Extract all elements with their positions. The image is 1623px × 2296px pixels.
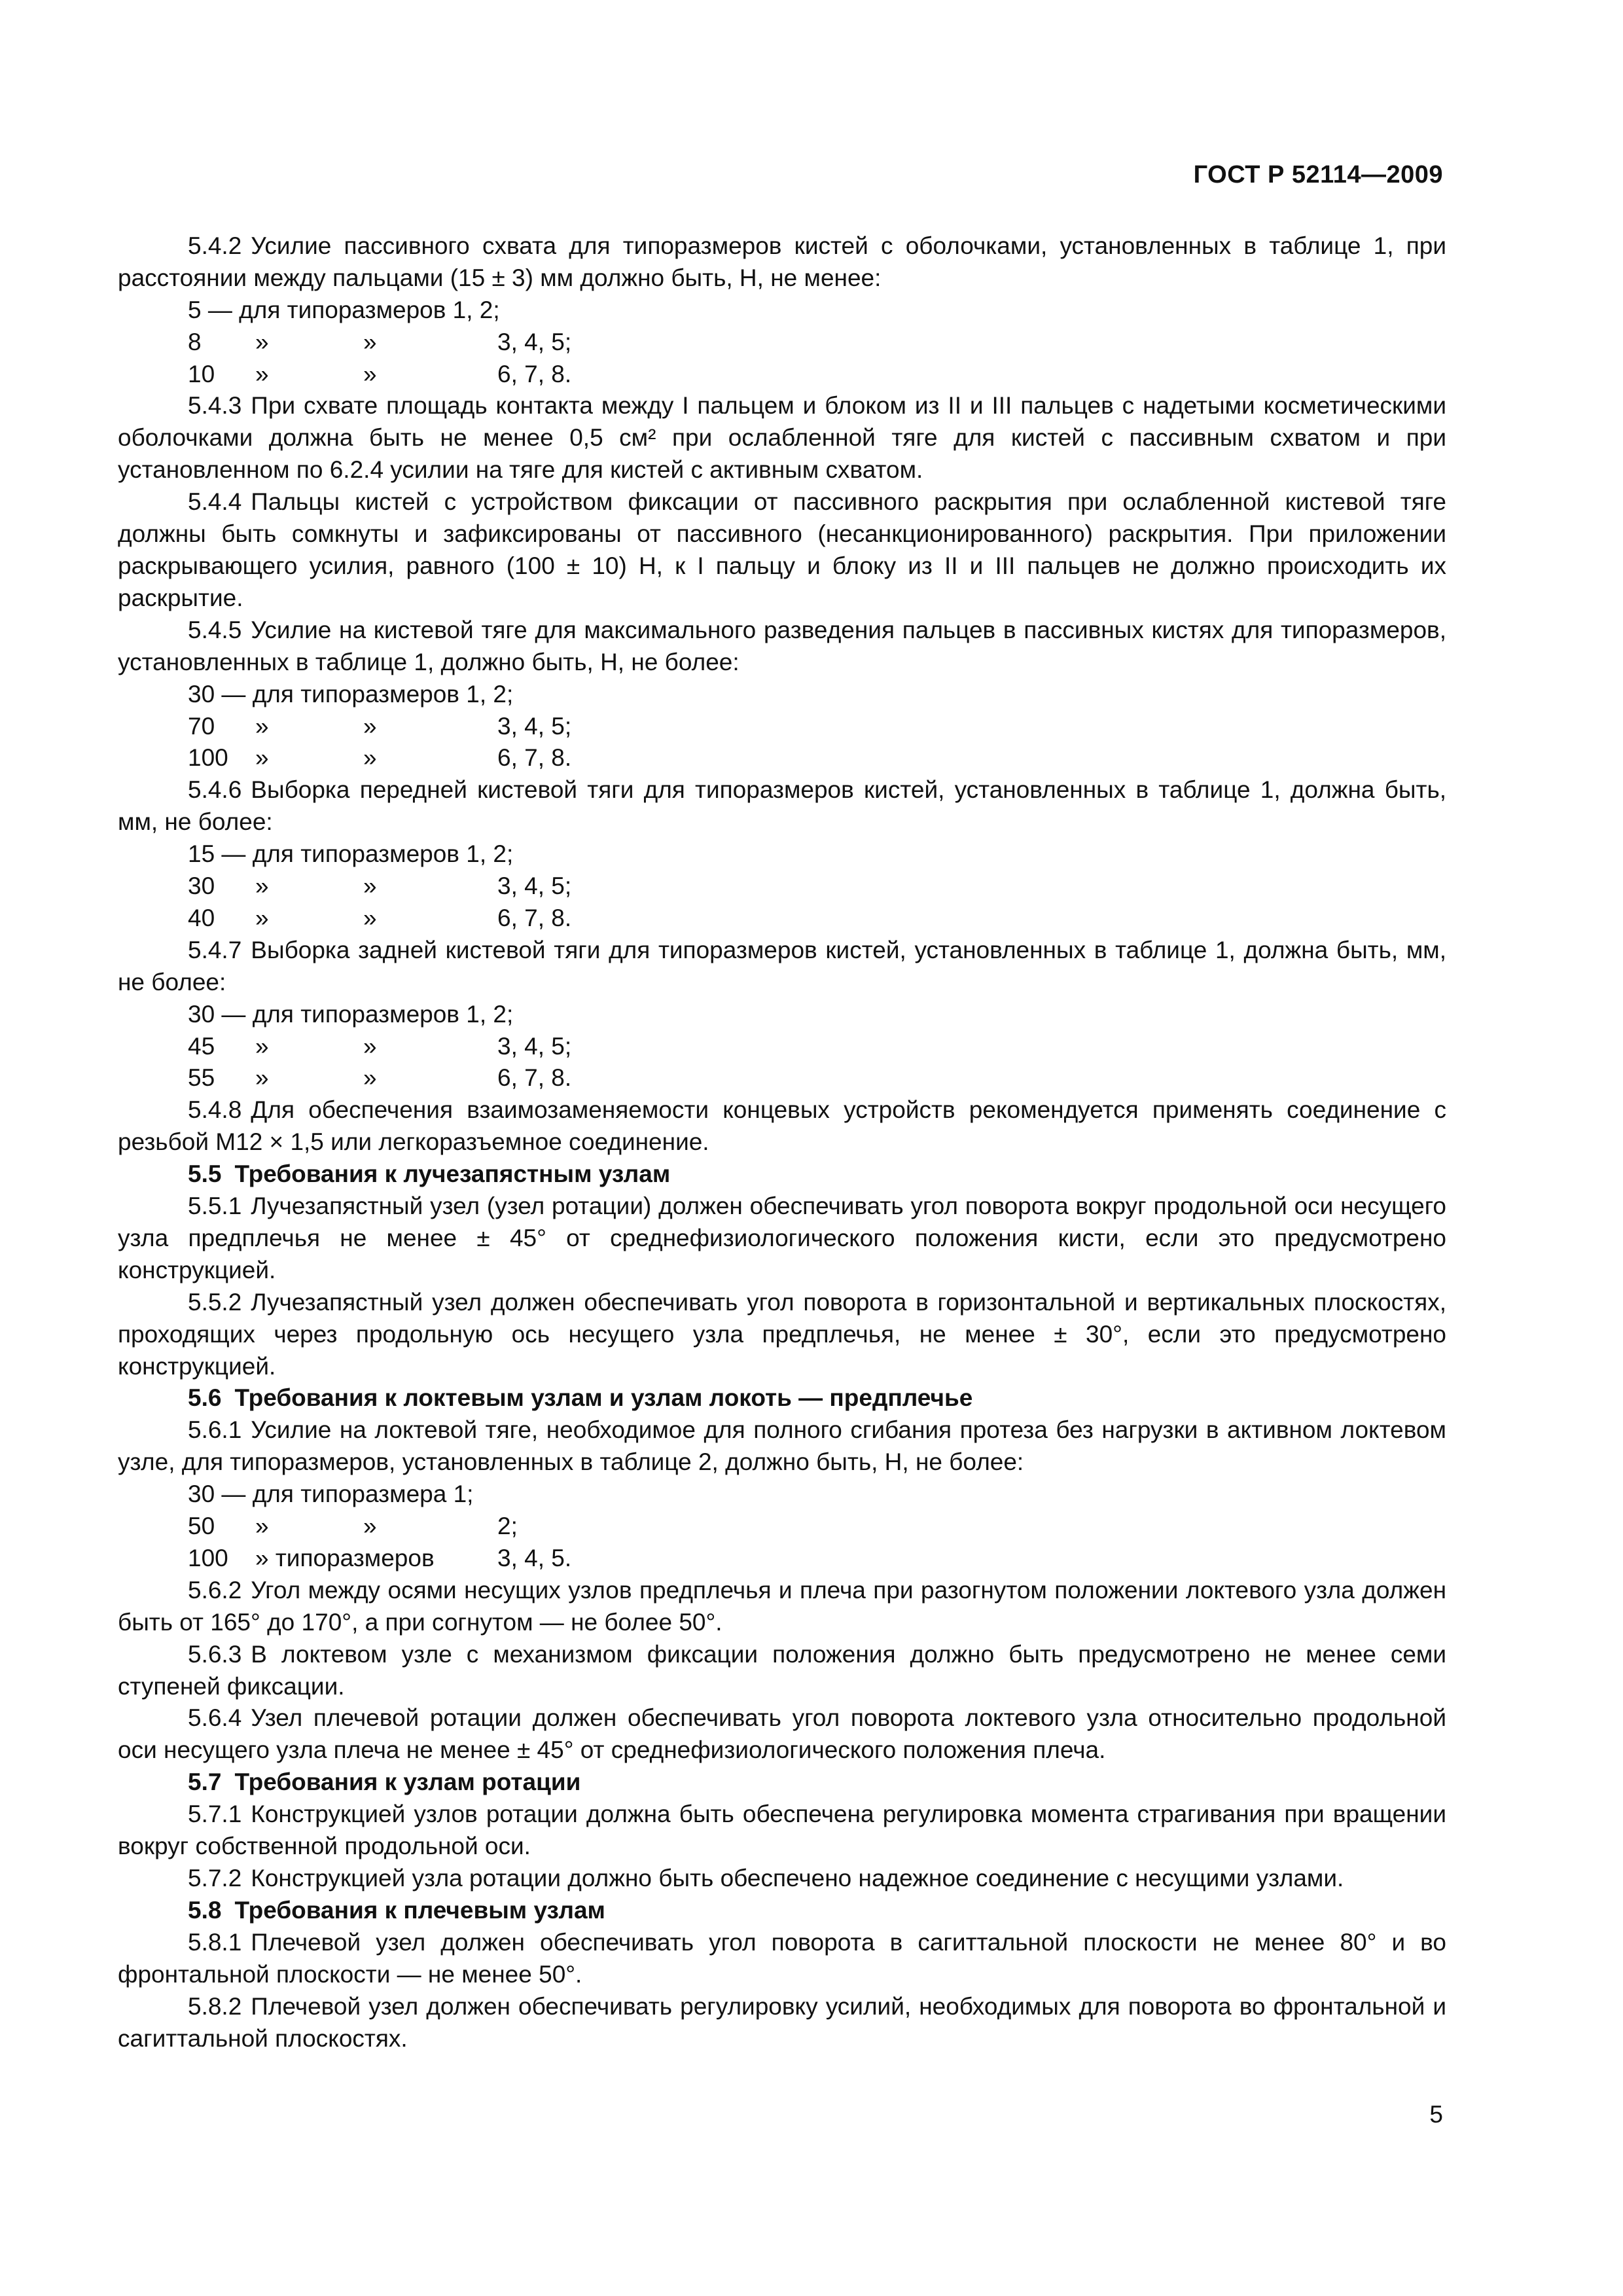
clause-number: 5.6.1 — [188, 1416, 242, 1444]
list-sizes: 6, 7, 8. — [497, 360, 572, 387]
value-list-row — [118, 1543, 1446, 1575]
ditto-mark: » — [255, 904, 269, 931]
paragraph-5-4-8 — [118, 1094, 1446, 1158]
paragraph-5-6-4 — [118, 1702, 1446, 1767]
clause-number: 5.7.1 — [188, 1801, 242, 1828]
clause-text: Выборка передней кистевой тяги для типоразмеров кистей, установленных в таблице 1, должна быть, мм, не более: — [118, 776, 1446, 836]
paragraph-5-5-2 — [118, 1287, 1446, 1383]
paragraph-5-4-3 — [118, 390, 1446, 486]
clause-text: Узел плечевой ротации должен обеспечивать угол поворота локтевого узла относительно продольной оси несущего узла плеча не менее ± 45° от среднефизиологического положения плеча. — [118, 1704, 1446, 1764]
paragraph-5-4-6 — [118, 774, 1446, 838]
list-value: 100 — [188, 744, 228, 772]
clause-text: При схвате площадь контакта между I пальцем и блоком из II и III пальцев с надетыми косметическими оболочками должна быть не менее 0,5 см² при ослабленной тяге для кистей с пассивным схватом и при установленном по 6.2.4 усилии на тяге для кистей с активным схватом. — [118, 392, 1446, 484]
value-list-row — [118, 711, 1446, 743]
value-list-row — [118, 999, 1446, 1031]
section-heading-5-6 — [118, 1382, 1446, 1414]
list-value: 30 — [188, 872, 215, 900]
clause-number: 5.8.1 — [188, 1928, 242, 1956]
ditto-mark: » — [363, 1513, 377, 1540]
clause-text: Усилие на кистевой тяге для максимального разведения пальцев в пассивных кистях для типоразмеров, установленных в таблице 1, должно быть, Н, не более: — [118, 616, 1446, 675]
document-body — [118, 230, 1446, 2054]
value-list-row — [118, 1031, 1446, 1063]
clause-number: 5.4.3 — [188, 392, 242, 420]
clause-text: Конструкцией узла ротации должно быть обеспечено надежное соединение с несущими узлами. — [251, 1864, 1344, 1892]
ditto-mark: » — [363, 744, 377, 772]
list-row-text: 30 — для типоразмера 1; — [188, 1480, 474, 1508]
paragraph-5-6-3 — [118, 1639, 1446, 1703]
section-number: 5.6 — [188, 1384, 222, 1412]
clause-text: Угол между осями несущих узлов предплечья и плеча при разогнутом положении локтевого узла должен быть от 165° до 170°, а при согнутом — не более 50°. — [118, 1576, 1446, 1636]
list-sizes: 6, 7, 8. — [497, 904, 572, 931]
section-heading-5-8 — [118, 1895, 1446, 1927]
clause-number: 5.8.2 — [188, 1992, 242, 2020]
ditto-mark: » — [255, 872, 269, 900]
value-list-row — [118, 1511, 1446, 1543]
value-list-row — [118, 742, 1446, 774]
clause-text: Пальцы кистей с устройством фиксации от пассивного раскрытия при ослабленной кистевой тяге должны быть сомкнуты и зафиксированы от пассивного (несанкционированного) раскрытия. При приложении раскрывающего усилия, равного (100 ± 10) Н, к I пальцу и блоку из II и III пальцев не должно происходить их раскрытие. — [118, 488, 1446, 611]
clause-number: 5.6.2 — [188, 1576, 242, 1604]
ditto-mark: » — [363, 360, 377, 387]
paragraph-5-7-2 — [118, 1863, 1446, 1895]
page-number: 5 — [1429, 2101, 1443, 2128]
clause-text: Усилие пассивного схвата для типоразмеров кистей с оболочками, установленных в таблице 1, при расстоянии между пальцами (15 ± 3) мм должно быть, Н, не менее: — [118, 232, 1446, 291]
clause-text: Плечевой узел должен обеспечивать угол поворота в сагиттальной плоскости не менее 80° и во фронтальной плоскости — не менее 50°. — [118, 1928, 1446, 1988]
value-list-row — [118, 1479, 1446, 1511]
paragraph-5-8-2 — [118, 1991, 1446, 2055]
ditto-mark: » — [255, 744, 269, 772]
paragraph-5-6-2 — [118, 1575, 1446, 1639]
clause-number: 5.6.4 — [188, 1704, 242, 1732]
value-list-row — [118, 359, 1446, 391]
clause-number: 5.4.4 — [188, 488, 242, 516]
value-list-row — [118, 679, 1446, 711]
value-list-row — [118, 1062, 1446, 1094]
ditto-mark: » — [363, 712, 377, 740]
paragraph-5-4-5 — [118, 615, 1446, 679]
value-list-row — [118, 838, 1446, 870]
list-value: 70 — [188, 712, 215, 740]
clause-text: Лучезапястный узел (узел ротации) должен обеспечивать угол поворота вокруг продольной оси несущего узла предплечья не менее ± 45° от среднефизиологического положения кисти, если это предусмотрено конструкцией. — [118, 1193, 1446, 1283]
list-sizes: 3, 4, 5; — [497, 328, 572, 355]
document-code: ГОСТ Р 52114—2009 — [1193, 161, 1443, 188]
section-number: 5.5 — [188, 1160, 222, 1188]
list-sizes: 3, 4, 5; — [497, 872, 572, 900]
ditto-mark: » — [255, 360, 269, 387]
ditto-mark: » — [363, 904, 377, 931]
paragraph-5-4-4 — [118, 486, 1446, 615]
paragraph-5-8-1 — [118, 1927, 1446, 1991]
ditto-mark: » — [363, 1032, 377, 1060]
value-list-row — [118, 903, 1446, 935]
value-list-row — [118, 295, 1446, 327]
list-value: 10 — [188, 360, 215, 387]
clause-number: 5.4.6 — [188, 776, 242, 804]
list-value: 8 — [188, 328, 202, 355]
clause-text: Лучезапястный узел должен обеспечивать угол поворота в горизонтальной и вертикальных плоскостях, проходящих через продольную ось несущего узла предплечья, не менее ± 30°, если это предусмотрено конструкцией. — [118, 1288, 1446, 1380]
list-value: 40 — [188, 904, 215, 931]
section-number: 5.8 — [188, 1896, 222, 1924]
list-value: 55 — [188, 1064, 215, 1092]
ditto-mark: » — [363, 1064, 377, 1092]
value-list-row — [118, 870, 1446, 903]
list-sizes: 6, 7, 8. — [497, 744, 572, 772]
clause-text: В локтевом узле с механизмом фиксации положения должно быть предусмотрено не менее семи ступеней фиксации. — [118, 1640, 1446, 1700]
list-value: 50 — [188, 1513, 215, 1540]
list-sizes: 3, 4, 5; — [497, 1032, 572, 1060]
list-value: 45 — [188, 1032, 215, 1060]
list-row-text: 30 — для типоразмеров 1, 2; — [188, 680, 514, 708]
section-title: Требования к плечевым узлам — [234, 1896, 605, 1924]
ditto-mark: » типоразмеров — [255, 1544, 435, 1571]
clause-number: 5.6.3 — [188, 1640, 242, 1668]
clause-text: Плечевой узел должен обеспечивать регулировку усилий, необходимых для поворота во фронтальной и сагиттальной плоскостях. — [118, 1992, 1446, 2052]
list-row-text: 5 — для типоразмеров 1, 2; — [188, 296, 500, 323]
clause-text: Для обеспечения взаимозаменяемости концевых устройств рекомендуется применять соединение с резьбой М12 × 1,5 или легкоразъемное соединение. — [118, 1096, 1446, 1156]
list-row-text: 15 — для типоразмеров 1, 2; — [188, 840, 514, 868]
section-number: 5.7 — [188, 1768, 222, 1796]
clause-number: 5.5.1 — [188, 1193, 242, 1219]
clause-text: Выборка задней кистевой тяги для типоразмеров кистей, установленных в таблице 1, должна быть, мм, не более: — [118, 936, 1446, 996]
clause-number: 5.7.2 — [188, 1864, 242, 1892]
paragraph-5-7-1 — [118, 1799, 1446, 1863]
list-row-text: 30 — для типоразмеров 1, 2; — [188, 1000, 514, 1028]
ditto-mark: » — [255, 712, 269, 740]
ditto-mark: » — [255, 1513, 269, 1540]
list-sizes: 6, 7, 8. — [497, 1064, 572, 1092]
list-value: 100 — [188, 1544, 228, 1571]
list-sizes: 2; — [497, 1513, 518, 1540]
list-sizes: 3, 4, 5; — [497, 712, 572, 740]
clause-number: 5.5.2 — [188, 1288, 242, 1316]
ditto-mark: » — [255, 328, 269, 355]
clause-text: Конструкцией узлов ротации должна быть обеспечена регулировка момента страгивания при вращении вокруг собственной продольной оси. — [118, 1801, 1446, 1860]
ditto-mark: » — [255, 1064, 269, 1092]
ditto-mark: » — [255, 1032, 269, 1060]
paragraph-5-5-1 — [118, 1191, 1446, 1287]
clause-number: 5.4.5 — [188, 616, 242, 643]
section-heading-5-5 — [118, 1158, 1446, 1191]
ditto-mark: » — [363, 872, 377, 900]
clause-number: 5.4.8 — [188, 1096, 242, 1124]
list-sizes: 3, 4, 5. — [497, 1544, 572, 1571]
paragraph-5-4-2 — [118, 230, 1446, 295]
section-heading-5-7 — [118, 1767, 1446, 1799]
section-title: Требования к локтевым узлам и узлам локоть — предплечье — [234, 1384, 973, 1412]
ditto-mark: » — [363, 328, 377, 355]
clause-number: 5.4.7 — [188, 936, 242, 963]
section-title: Требования к лучезапястным узлам — [234, 1160, 671, 1188]
section-title: Требования к узлам ротации — [234, 1768, 581, 1796]
value-list-row — [118, 327, 1446, 359]
paragraph-5-6-1 — [118, 1414, 1446, 1479]
paragraph-5-4-7 — [118, 935, 1446, 999]
clause-text: Усилие на локтевой тяге, необходимое для полного сгибания протеза без нагрузки в активном локтевом узле, для типоразмеров, установленных в таблице 2, должно быть, Н, не более: — [118, 1416, 1446, 1476]
clause-number: 5.4.2 — [188, 232, 242, 259]
